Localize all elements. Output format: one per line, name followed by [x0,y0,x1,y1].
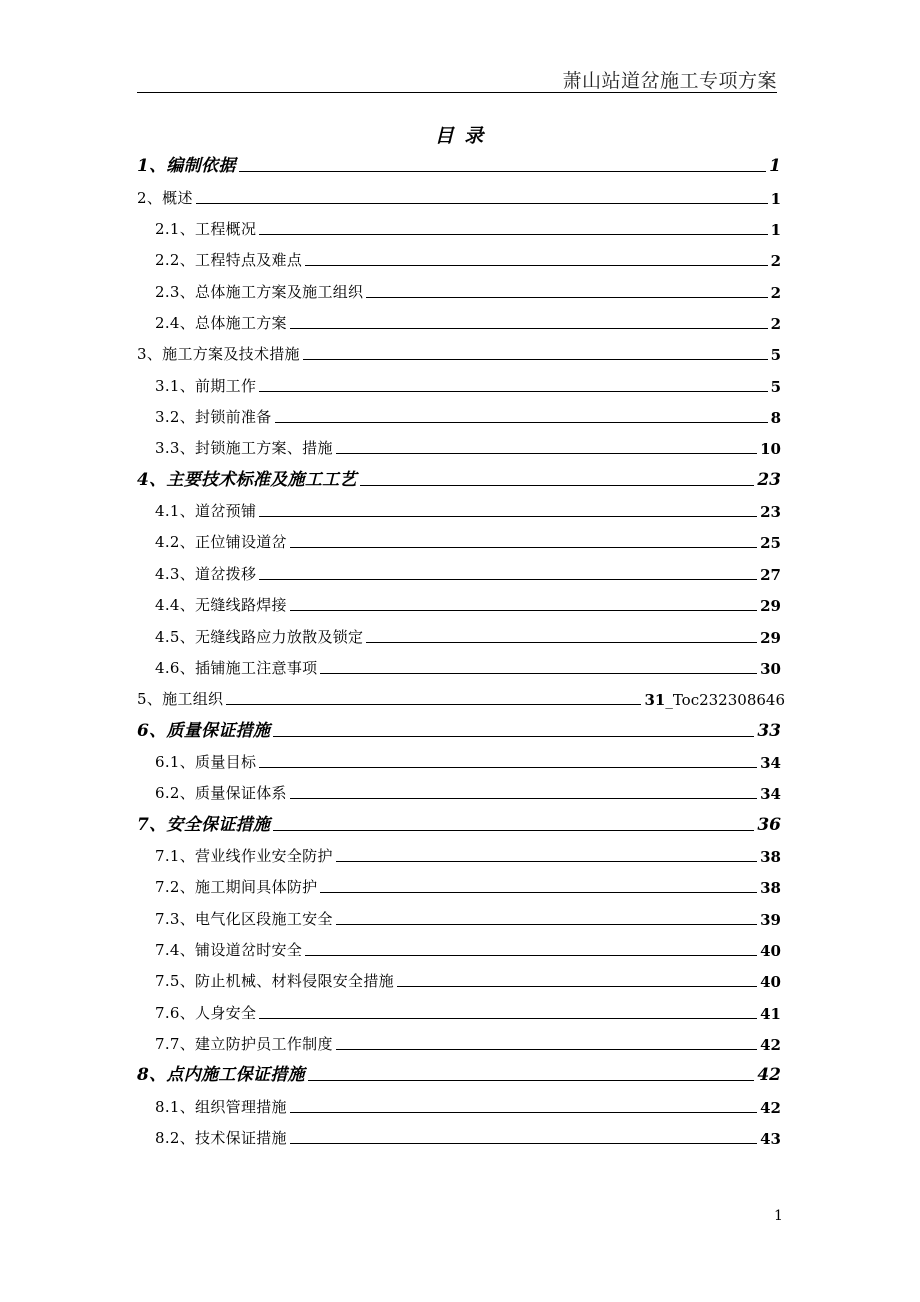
toc-leader-line [320,891,757,893]
toc-leader-line [290,609,757,611]
toc-entry[interactable] [137,685,785,716]
toc-entry[interactable] [137,1092,781,1123]
toc-entry[interactable] [137,152,781,183]
toc-leader-line [336,860,757,862]
toc-entry-page: 39 [760,910,781,929]
toc-entry-label: 7.1、营业线作业安全防护 [155,846,333,865]
toc-entry-page: 34 [760,753,781,772]
toc-entry[interactable] [137,654,781,685]
toc-leader-line [273,829,754,831]
toc-entry[interactable] [137,936,781,967]
toc-leader-line [226,703,641,705]
toc-entry-page: 38 [760,879,781,898]
toc-entry-page: 10 [760,440,781,459]
toc-entry-label: 3、施工方案及技术措施 [137,345,300,364]
toc-leader-line [290,327,768,329]
toc-entry-label: 6.1、质量目标 [155,752,257,771]
toc-entry-page: 1 [770,189,781,208]
header-rule [137,92,777,93]
toc-entry[interactable] [137,998,781,1029]
toc-entry-label: 7.4、铺设道岔时安全 [155,940,303,959]
toc-entry-label: 7.7、建立防护员工作制度 [155,1034,333,1053]
toc-leader-line [303,358,768,360]
toc-leader-line [366,296,767,298]
toc-entry-page: 2 [770,283,781,302]
toc-leader-line [308,1079,755,1081]
toc-entry-page: 25 [760,534,781,553]
toc-entry-page: 38 [760,847,781,866]
toc-leader-line [259,766,757,768]
toc-entry-label: 4.6、插铺施工注意事项 [155,658,318,677]
toc-entry-label: 4.2、正位铺设道岔 [155,533,287,552]
toc-entry[interactable] [137,779,781,810]
toc-entry-label: 7.6、人身安全 [155,1003,257,1022]
toc-leader-line [305,954,757,956]
toc-entry-page: 40 [760,941,781,960]
toc-entry-label: 2、概述 [137,188,193,207]
toc-entry-label: 4.4、无缝线路焊接 [155,596,287,615]
toc-entry-label: 2.4、总体施工方案 [155,314,287,333]
toc-entry-label: 3.2、封锁前准备 [155,408,272,427]
toc-leader-line [366,641,757,643]
toc-entry-label: 7.2、施工期间具体防护 [155,878,318,897]
header-title: 萧山站道岔施工专项方案 [562,70,777,92]
toc-entry-label: 6.2、质量保证体系 [155,784,287,803]
toc-entry[interactable] [137,1030,781,1061]
toc-leader-line [397,985,757,987]
toc-entry[interactable] [137,309,781,340]
table-of-contents [137,152,785,1155]
toc-entry[interactable] [137,1124,781,1155]
toc-leader-line [290,797,757,799]
toc-entry[interactable] [137,559,781,590]
toc-entry-page: 29 [760,628,781,647]
toc-entry-page: 41 [760,1004,781,1023]
toc-leader-line [239,170,767,172]
toc-leader-line [290,546,757,548]
toc-entry-page: 36 [757,814,781,835]
toc-entry-bookmark: _Toc232308646 [665,691,785,710]
page-number: 1 [774,1208,783,1224]
toc-leader-line [320,672,757,674]
toc-leader-line [259,390,767,392]
toc-entry[interactable] [137,277,781,308]
toc-leader-line [336,1048,757,1050]
toc-entry[interactable] [137,403,781,434]
toc-leader-line [336,452,757,454]
toc-entry-page: 40 [760,973,781,992]
toc-entry-page: 5 [770,377,781,396]
toc-leader-line [259,233,767,235]
toc-entry[interactable] [137,842,781,873]
toc-entry-page: 27 [760,565,781,584]
toc-entry[interactable] [137,434,781,465]
toc-entry[interactable] [137,967,781,998]
toc-entry-label: 4.1、道岔预铺 [155,502,257,521]
toc-entry-label: 2.1、工程概况 [155,220,257,239]
toc-entry-page: 5 [770,346,781,365]
toc-entry-label: 6、质量保证措施 [137,720,271,741]
toc-leader-line [259,1017,757,1019]
toc-entry-page: 1 [769,156,781,177]
toc-entry-page: 42 [760,1035,781,1054]
toc-entry[interactable] [137,215,781,246]
toc-leader-line [259,515,757,517]
toc-entry-page: 42 [760,1098,781,1117]
toc-entry-label: 8.2、技术保证措施 [155,1129,287,1147]
toc-entry-label: 2.2、工程特点及难点 [155,251,303,270]
toc-entry-label: 8、点内施工保证措施 [137,1065,305,1086]
toc-entry-label: 7.5、防止机械、材料侵限安全措施 [155,972,394,991]
toc-entry-page: 23 [760,503,781,522]
toc-entry-label: 2.3、总体施工方案及施工组织 [155,282,364,301]
toc-leader-line [336,923,757,925]
toc-entry[interactable] [137,1061,781,1092]
toc-entry-page: 29 [760,597,781,616]
toc-entry-label: 4.3、道岔拨移 [155,564,257,583]
toc-entry-label: 8.1、组织管理措施 [155,1097,287,1116]
toc-leader-line [196,202,768,204]
toc-entry[interactable] [137,246,781,277]
toc-entry-label: 7.3、电气化区段施工安全 [155,909,333,928]
toc-entry[interactable] [137,716,781,747]
toc-entry[interactable] [137,371,781,402]
toc-entry-page: 42 [757,1065,781,1086]
toc-entry[interactable] [137,904,781,935]
toc-leader-line [360,484,755,486]
toc-entry-label: 4、主要技术标准及施工工艺 [137,469,357,490]
toc-entry-label: 1、编制依据 [137,156,236,177]
toc-entry-label: 7、安全保证措施 [137,814,271,835]
toc-leader-line [275,421,768,423]
toc-entry[interactable] [137,340,781,371]
toc-entry-page: 23 [757,469,781,490]
toc-entry-label: 3.1、前期工作 [155,376,257,395]
toc-entry-page: 34 [760,785,781,804]
toc-entry[interactable] [137,873,781,904]
toc-entry[interactable] [137,810,781,841]
toc-entry[interactable] [137,622,781,653]
toc-leader-line [290,1111,757,1113]
toc-entry[interactable] [137,528,781,559]
toc-entry-page: 31 [644,691,666,710]
toc-entry[interactable] [137,497,781,528]
toc-entry-label: 5、施工组织 [137,690,224,709]
toc-entry-label: 3.3、封锁施工方案、措施 [155,439,333,458]
toc-entry-page: 2 [770,315,781,334]
toc-entry[interactable] [137,183,781,214]
toc-leader-line [305,264,767,266]
toc-entry[interactable] [137,591,781,622]
toc-entry-page: 8 [770,409,781,428]
toc-entry[interactable] [137,748,781,779]
toc-leader-line [290,1142,757,1144]
toc-entry-page: 1 [770,221,781,240]
toc-entry[interactable] [137,465,781,496]
toc-entry-page: 43 [760,1130,781,1148]
toc-leader-line [259,578,757,580]
toc-title: 目 录 [434,125,486,147]
toc-entry-page: 2 [770,252,781,271]
toc-entry-label: 4.5、无缝线路应力放散及锁定 [155,627,364,646]
toc-leader-line [273,735,754,737]
toc-entry-page: 33 [757,720,781,741]
toc-entry-page: 30 [760,659,781,678]
